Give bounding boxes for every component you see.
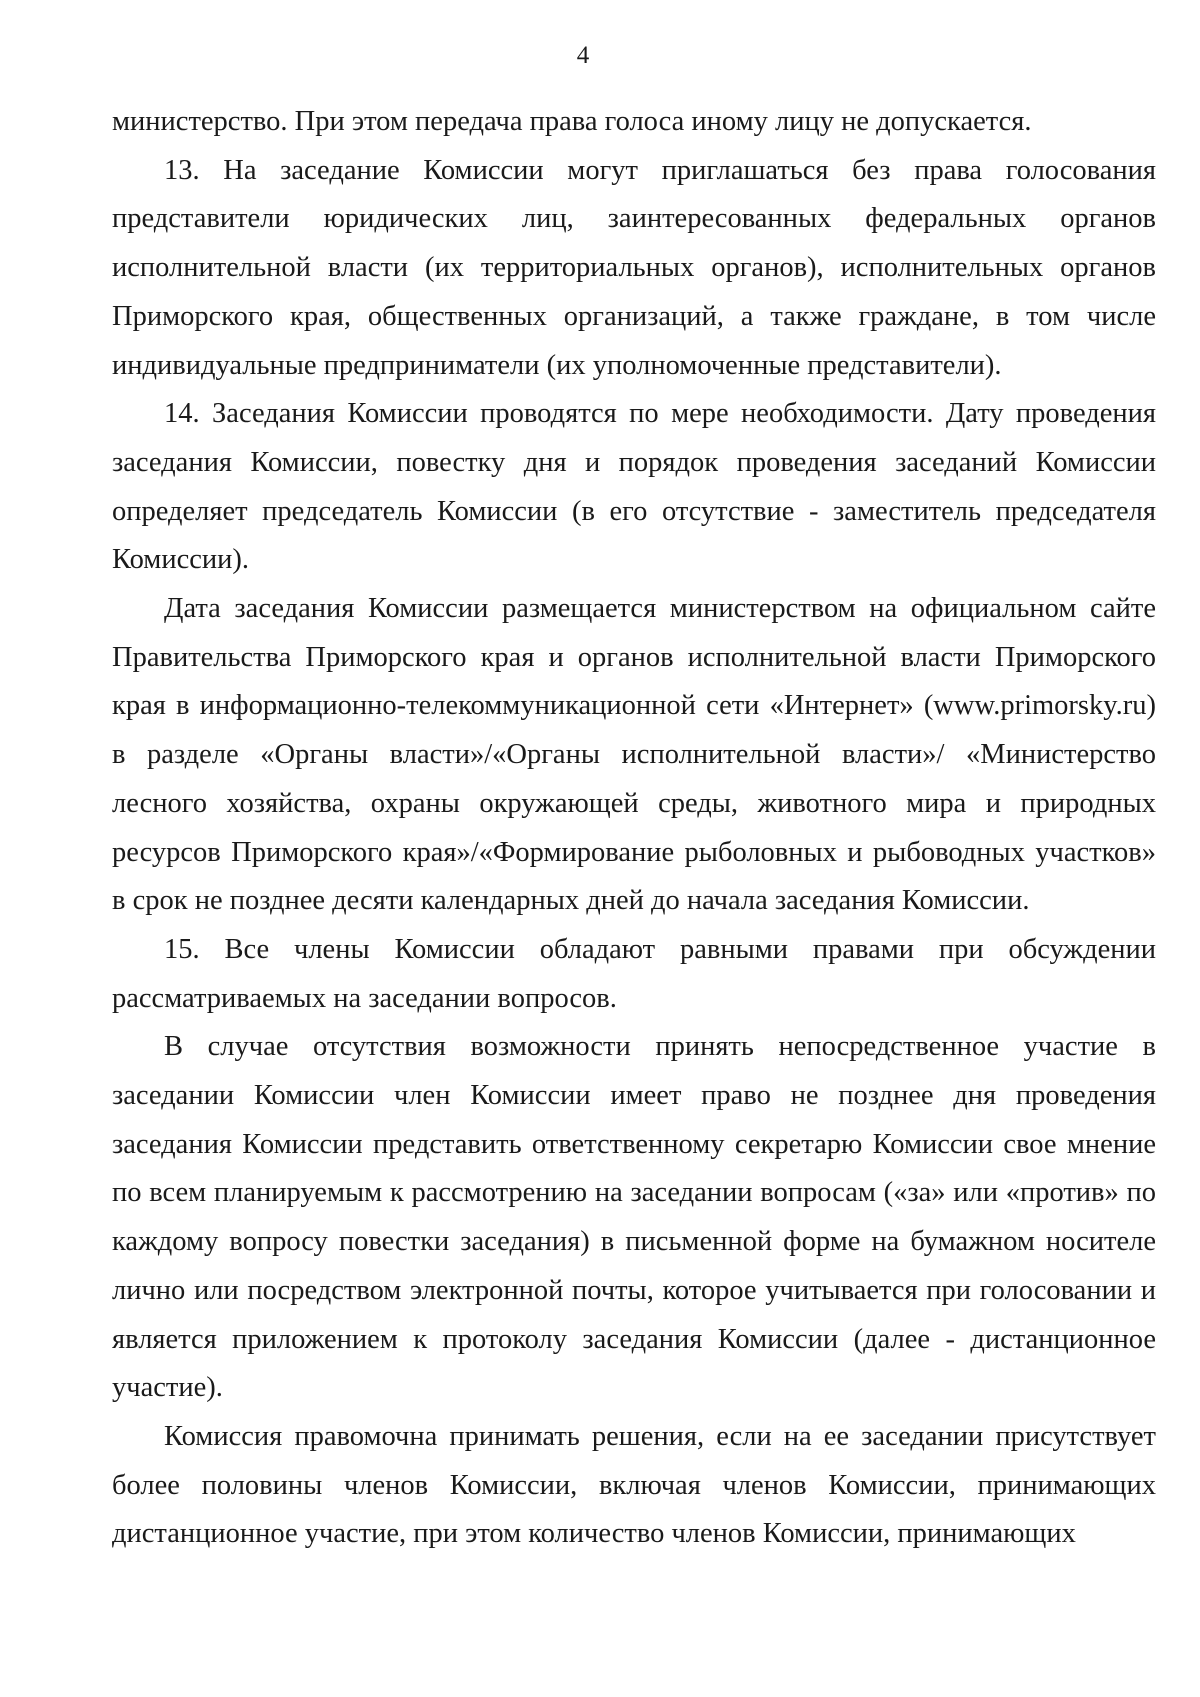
paragraph-publication-date: Дата заседания Комиссии размещается министерством на официальном сайте Правительства Приморского края и органов исполнительной власти Приморского края в информационно-телекоммуникационной сети «Интернет» (www.primorsky.ru) в разделе «Органы власти»/«Органы исполнительной власти»/ «Министерство лесного хозяйства, охраны окружающей среды, животного мира и природных ресурсов Приморского края»/«Формирование рыболовных и рыбоводных участков» в срок не позднее десяти календарных дней до начала заседания Комиссии. xyxy=(112,593,1156,917)
paragraph-continuation: министерство. При этом передача права голоса иному лицу не допускается. xyxy=(112,106,1032,137)
paragraph-quorum: Комиссия правомочна принимать решения, если на ее заседании присутствует более половины членов Комиссии, включая членов Комиссии, принимающих дистанционное участие, при этом количество членов Комиссии, принимающих xyxy=(112,1420,1156,1550)
page-number: 4 xyxy=(576,42,590,69)
document-body xyxy=(112,98,1156,1559)
paragraph-item-13: 13. На заседание Комиссии могут приглашаться без права голосования представители юридических лиц, заинтересованных федеральных органов исполнительной власти (их территориальных органов), исполнительных органов Приморского края, общественных организаций, а также граждане, в том числе индивидуальные предприниматели (их уполномоченные представители). xyxy=(112,154,1156,381)
paragraph-item-14: 14. Заседания Комиссии проводятся по мере необходимости. Дату проведения заседания Комиссии, повестку дня и порядок проведения заседаний Комиссии определяет председатель Комиссии (в его отсутствие - заместитель председателя Комиссии). xyxy=(112,398,1156,576)
paragraph-item-15: 15. Все члены Комиссии обладают равными правами при обсуждении рассматриваемых на заседании вопросов. xyxy=(112,933,1156,1014)
paragraph-remote-participation: В случае отсутствия возможности принять непосредственное участие в заседании Комиссии член Комиссии имеет право не позднее дня проведения заседания Комиссии представить ответственному секретарю Комиссии свое мнение по всем планируемым к рассмотрению на заседании вопросам («за» или «против» по каждому вопросу повестки заседания) в письменной форме на бумажном носителе лично или посредством электронной почты, которое учитывается при голосовании и является приложением к протоколу заседания Комиссии (далее - дистанционное участие). xyxy=(112,1031,1156,1404)
